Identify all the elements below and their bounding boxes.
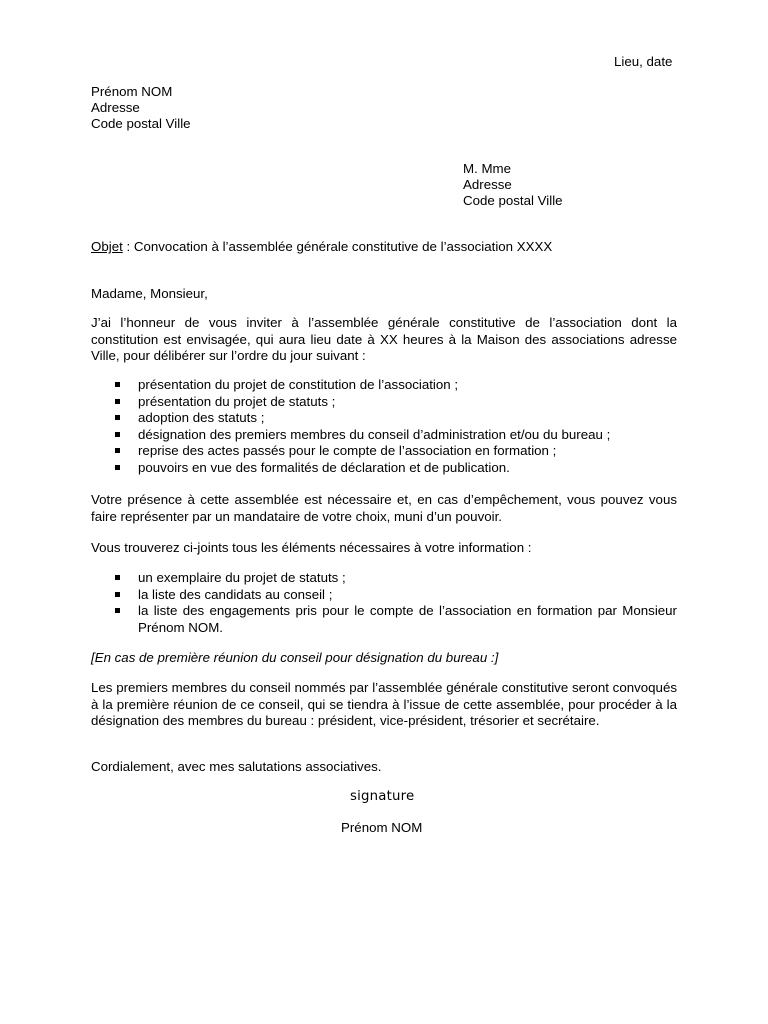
bullet-icon — [115, 415, 120, 420]
bullet-icon — [115, 382, 120, 387]
recipient-address: Adresse — [463, 177, 512, 192]
list-item: pouvoirs en vue des formalités de déclaration et de publication. — [91, 460, 677, 477]
closing: Cordialement, avec mes salutations associatives. — [91, 759, 382, 774]
list-item: reprise des actes passés pour le compte de l’association en formation ; — [91, 443, 677, 460]
optional-note: [En cas de première réunion du conseil pour désignation du bureau :] — [91, 650, 499, 665]
list-item: un exemplaire du projet de statuts ; — [91, 570, 677, 587]
council-paragraph: Les premiers membres du conseil nommés par l’assemblée générale constitutive seront convoqués à la première réunion de ce conseil, qui se tiendra à l’issue de cette assemblée, pour procéder à la désignation des membres du bureau : président, vice-président, trésorier et secrétaire. — [91, 680, 677, 728]
salutation: Madame, Monsieur, — [91, 286, 208, 301]
subject-line — [91, 239, 552, 256]
bullet-icon — [115, 465, 120, 470]
list-item: présentation du projet de constitution de l’association ; — [91, 377, 677, 394]
sender-name: Prénom NOM — [91, 84, 173, 99]
list-item: la liste des engagements pris pour le compte de l’association en formation par Monsieur Prénom NOM. — [91, 603, 677, 636]
list-item: présentation du projet de statuts ; — [91, 394, 677, 411]
bullet-icon — [115, 575, 120, 580]
bullet-icon — [115, 448, 120, 453]
subject-text: : Convocation à l’assemblée générale constitutive de l’association XXXX — [122, 239, 553, 254]
list-item: adoption des statuts ; — [91, 410, 677, 427]
sender-postal-city: Code postal Ville — [91, 116, 191, 131]
presence-paragraph: Votre présence à cette assemblée est nécessaire et, en cas d’empêchement, vous pouvez vous faire représenter par un mandataire de votre choix, muni d’un pouvoir. — [91, 492, 677, 524]
list-item: la liste des candidats au conseil ; — [91, 587, 677, 604]
bullet-icon — [115, 432, 120, 437]
signature-name: Prénom NOM — [341, 820, 423, 835]
bullet-icon — [115, 399, 120, 404]
list-item: désignation des premiers membres du conseil d’administration et/ou du bureau ; — [91, 427, 677, 444]
agenda-list — [91, 377, 677, 476]
place-date: Lieu, date — [614, 54, 673, 69]
recipient-postal-city: Code postal Ville — [463, 193, 563, 208]
subject-label: Objet — [91, 239, 123, 254]
bullet-icon — [115, 592, 120, 597]
attachments-intro: Vous trouverez ci-joints tous les éléments nécessaires à votre information : — [91, 540, 532, 555]
sender-address: Adresse — [91, 100, 140, 115]
attachments-list — [91, 570, 677, 636]
intro-paragraph: J’ai l’honneur de vous inviter à l’assemblée générale constitutive de l’association dont la constitution est envisagée, qui aura lieu date à XX heures à la Maison des associations adresse Ville, pour délibérer sur l’ordre du jour suivant : — [91, 315, 677, 363]
recipient-title: M. Mme — [463, 161, 512, 176]
signature: signature — [350, 789, 415, 804]
bullet-icon — [115, 608, 120, 613]
